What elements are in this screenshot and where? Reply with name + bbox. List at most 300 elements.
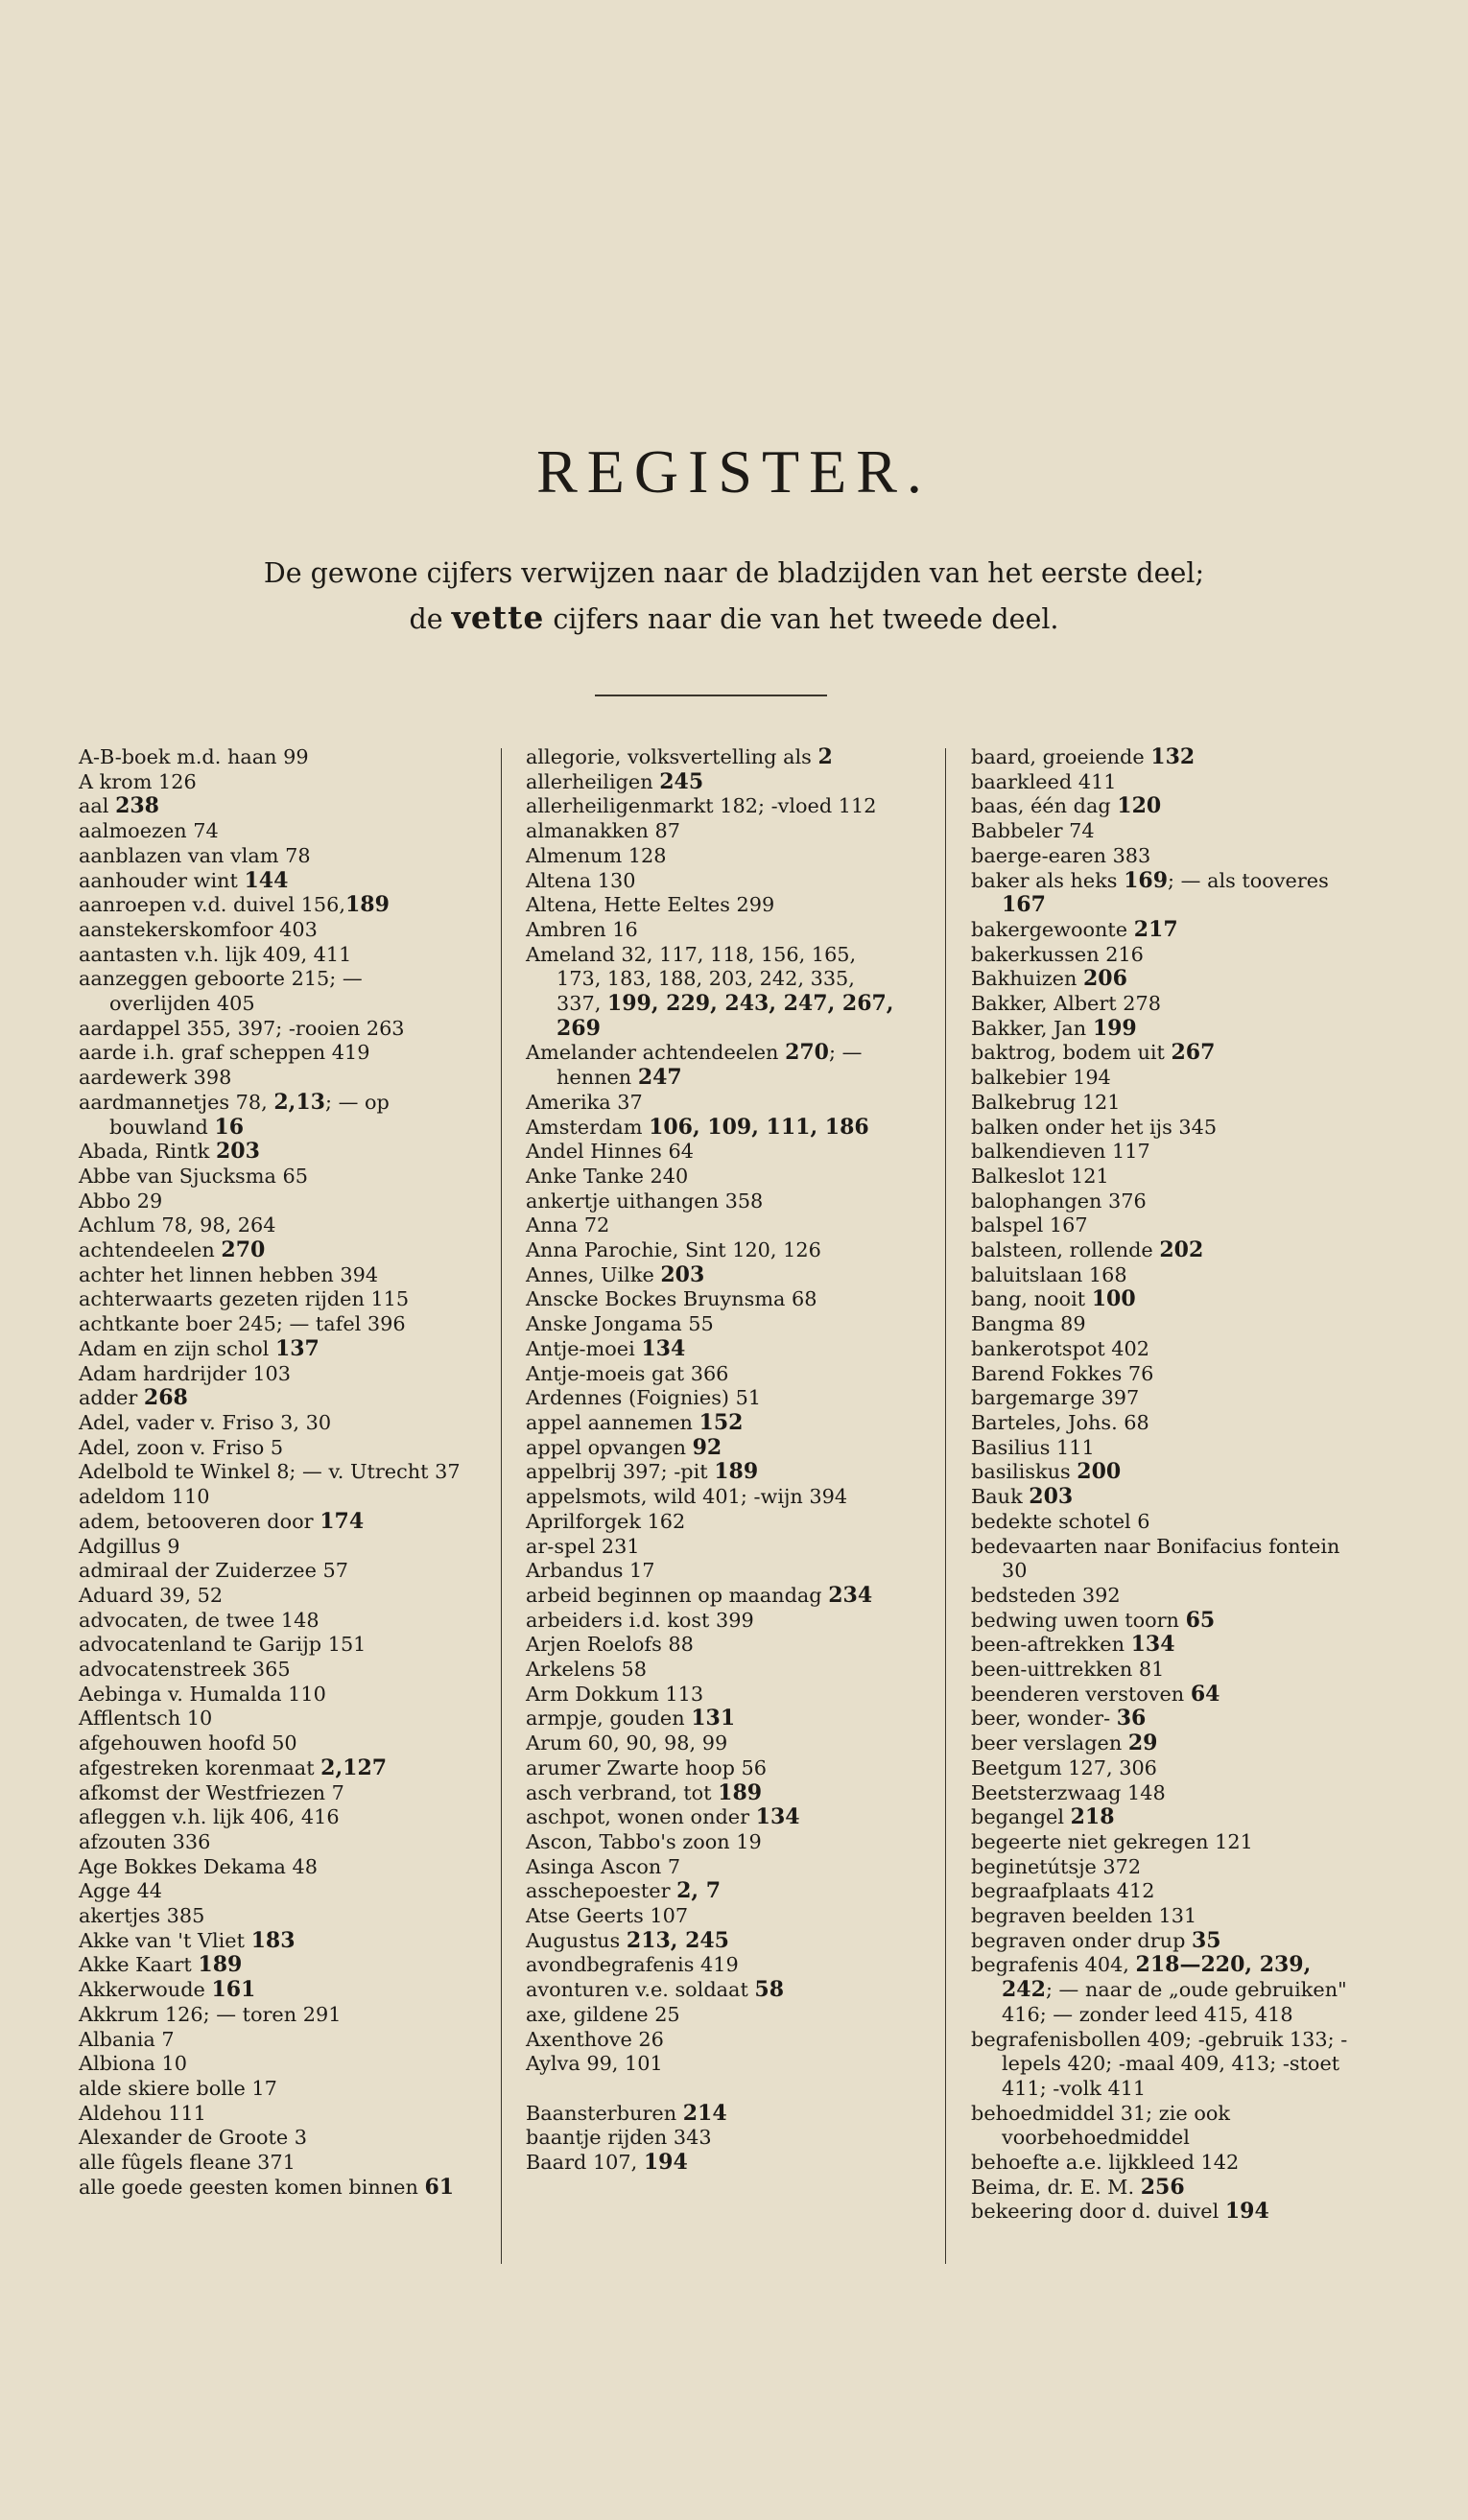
- register-entry: [79, 1805, 461, 1830]
- entry-text: Ameland 32, 117, 118, 156, 165, 173, 183, 188, 203, 242, 335, 337,: [526, 942, 857, 1016]
- entry-text: Almenum 128: [526, 843, 667, 867]
- register-entry: [79, 1017, 461, 1042]
- entry-text: alle fûgels fleane 371: [79, 2151, 296, 2175]
- entry-bold-page: 203: [215, 1139, 260, 1165]
- entry-text: baluitslaan 168: [971, 1262, 1127, 1286]
- register-entry: [526, 1953, 905, 1978]
- register-entry: [79, 2028, 461, 2053]
- register-entry: [79, 2052, 461, 2077]
- entry-text: Anke Tanke 240: [526, 1164, 689, 1188]
- register-entry: [971, 1731, 1355, 1756]
- entry-text-continued: ; — op bouwland: [109, 1090, 390, 1139]
- entry-text-continued: ; — hennen: [556, 1041, 863, 1090]
- register-entry: [526, 2003, 905, 2028]
- register-entry: [526, 2151, 905, 2176]
- entry-text: ankertje uithangen 358: [526, 1189, 764, 1213]
- entry-text: alle goede geesten komen binnen: [79, 2175, 425, 2199]
- register-entry: [79, 1559, 461, 1584]
- entry-text: Antje-moeis gat 366: [526, 1361, 729, 1385]
- entry-bold-page: 132: [1150, 744, 1196, 769]
- entry-text: balsteen, rollende: [971, 1238, 1160, 1262]
- entry-text: afzouten 336: [79, 1829, 211, 1853]
- entry-bold-page: 137: [274, 1335, 320, 1361]
- entry-text: baker als heks: [971, 868, 1125, 892]
- register-entry: [971, 1116, 1355, 1141]
- register-entry: [971, 1238, 1355, 1263]
- entry-bold-page: 58: [754, 1977, 785, 2003]
- register-entry: [79, 819, 461, 844]
- register-entry: [971, 1165, 1355, 1189]
- register-entry: [971, 1929, 1355, 1954]
- entry-bold-page: 65: [1185, 1607, 1216, 1633]
- entry-text: Agge 44: [79, 1879, 163, 1903]
- entry-bold-page: 64: [1190, 1681, 1220, 1707]
- entry-text: bankerotspot 402: [971, 1336, 1150, 1360]
- register-entry: [526, 1436, 905, 1461]
- entry-text: Bangma 89: [971, 1312, 1086, 1336]
- register-entry: [526, 1535, 905, 1560]
- register-entry: [971, 1855, 1355, 1880]
- register-entry: [79, 1091, 461, 1140]
- register-entry: [79, 1411, 461, 1436]
- entry-text: aarde i.h. graf scheppen 419: [79, 1041, 370, 1065]
- register-entry: [971, 1953, 1355, 2027]
- register-entry: [79, 1436, 461, 1461]
- entry-text: Adel, vader v. Friso 3, 30: [79, 1410, 332, 1434]
- entry-text: begrafenisbollen 409; -gebruik 133; -lepels 420; -maal 409, 413; -stoet 411; -volk 411: [971, 2027, 1348, 2100]
- register-entry: [79, 2003, 461, 2028]
- entry-text: axe, gildene 25: [526, 2002, 680, 2026]
- entry-text: Abada, Rintk: [79, 1140, 216, 1164]
- entry-bold-page: 270: [221, 1237, 266, 1263]
- register-entry: [526, 1213, 905, 1238]
- entry-text: Annes, Uilke: [526, 1262, 661, 1286]
- entry-text: Albiona 10: [79, 2052, 188, 2076]
- register-entry: [79, 1386, 461, 1411]
- column-divider: [945, 748, 946, 2264]
- entry-text: avonturen v.e. soldaat: [526, 1978, 755, 2002]
- entry-text: Arkelens 58: [526, 1658, 647, 1682]
- register-entry: [526, 1683, 905, 1707]
- entry-text: balophangen 376: [971, 1189, 1147, 1213]
- register-entry: [971, 1411, 1355, 1436]
- entry-bold-page: 200: [1077, 1459, 1122, 1485]
- entry-text: aschpot, wonen onder: [526, 1805, 756, 1829]
- register-entry: [526, 1263, 905, 1288]
- entry-text: arbeiders i.d. kost 399: [526, 1608, 754, 1632]
- entry-text: balkendieven 117: [971, 1140, 1150, 1164]
- entry-text: aal: [79, 794, 116, 818]
- register-entry: [526, 2102, 905, 2127]
- entry-text: Balkebrug 121: [971, 1090, 1121, 1114]
- register-entry: [526, 1460, 905, 1485]
- register-entry: [971, 2176, 1355, 2201]
- entry-text: Akke Kaart: [79, 1953, 199, 1977]
- entry-bold-page: 189: [345, 892, 390, 918]
- register-entry: [79, 1510, 461, 1535]
- register-entry: [79, 2077, 461, 2102]
- entry-text: achterwaarts gezeten rijden 115: [79, 1287, 410, 1311]
- register-entry: [79, 1287, 461, 1312]
- entry-text: alde skiere bolle 17: [79, 2076, 277, 2100]
- register-entry: [971, 1091, 1355, 1116]
- entry-bold-page: 36: [1116, 1706, 1147, 1731]
- subtitle-line-1: De gewone cijfers verwijzen naar de bladzijden van het eerste deel;: [263, 557, 1205, 589]
- entry-bold-page: 238: [115, 793, 159, 819]
- entry-bold-page: 29: [1127, 1731, 1158, 1756]
- entry-text: advocaten, de twee 148: [79, 1608, 320, 1632]
- register-entry: [526, 1165, 905, 1189]
- subtitle-line-2: [0, 596, 1468, 642]
- entry-text: begraven onder drup: [971, 1928, 1192, 1952]
- entry-text: Ardennes (Foignies) 51: [526, 1386, 762, 1410]
- register-entry: [526, 1362, 905, 1387]
- register-entry: [79, 1731, 461, 1756]
- entry-text: Aldehou 111: [79, 2101, 206, 2125]
- register-entry: [971, 1312, 1355, 1337]
- entry-text: beginetútsje 372: [971, 1854, 1142, 1878]
- entry-text: adder: [79, 1386, 144, 1410]
- entry-bold-page: 189: [718, 1779, 763, 1805]
- entry-bold-page: 199, 229, 243, 247, 267, 269: [556, 991, 894, 1041]
- entry-text: Adel, zoon v. Friso 5: [79, 1435, 284, 1459]
- register-entry: [526, 1411, 905, 1436]
- entry-bold-page: 167: [1002, 892, 1046, 918]
- entry-bold-page: 183: [250, 1927, 296, 1953]
- register-entry: [526, 1756, 905, 1781]
- register-entry: [526, 1805, 905, 1830]
- entry-text: arumer Zwarte hoop 56: [526, 1755, 768, 1779]
- entry-text: asschepoester: [526, 1879, 677, 1903]
- entry-bold-page: 161: [211, 1977, 256, 2003]
- entry-bold-page: 134: [1130, 1632, 1175, 1658]
- entry-text: been-aftrekken: [971, 1633, 1131, 1657]
- entry-bold-page: 218: [1070, 1804, 1115, 1830]
- register-entry: [79, 1781, 461, 1806]
- entry-bold-page: 234: [828, 1582, 873, 1608]
- entry-text: allerheiligen: [526, 769, 660, 793]
- entry-bold-page: 206: [1083, 966, 1127, 992]
- entry-text: Antje-moei: [526, 1336, 642, 1360]
- entry-bold-page: 267: [1171, 1040, 1216, 1066]
- entry-text: begangel: [971, 1805, 1071, 1829]
- entry-text: Aduard 39, 52: [79, 1583, 224, 1607]
- entry-text: Anscke Bockes Bruynsma 68: [526, 1287, 817, 1311]
- entry-text-continued: ; — als tooveres: [1168, 868, 1329, 892]
- entry-text: Bakker, Jan: [971, 1016, 1093, 1040]
- entry-text: Afflentsch 10: [79, 1707, 213, 1731]
- register-entry: [971, 844, 1355, 869]
- register-entry: [526, 1584, 905, 1609]
- entry-text: achtkante boer 245; — tafel 396: [79, 1312, 406, 1336]
- entry-bold-page: 134: [641, 1335, 686, 1361]
- register-entry: [79, 893, 461, 918]
- entry-text: Amelander achtendeelen: [526, 1041, 786, 1065]
- entry-text: Alexander de Groote 3: [79, 2126, 308, 2150]
- register-entry: [971, 1781, 1355, 1806]
- register-entry: [971, 1633, 1355, 1658]
- entry-bold-page: 120: [1117, 793, 1162, 819]
- entry-bold-page: 189: [198, 1952, 243, 1978]
- register-entry: [526, 2028, 905, 2053]
- entry-text: Adam en zijn schol: [79, 1336, 275, 1360]
- register-entry: [971, 1066, 1355, 1091]
- register-entry: [971, 1805, 1355, 1830]
- entry-text: balspel 167: [971, 1213, 1088, 1237]
- register-entry: [526, 2052, 905, 2077]
- entry-text: been-uittrekken 81: [971, 1658, 1165, 1682]
- register-entry: [526, 1904, 905, 1929]
- entry-text: appelbrij 397; -pit: [526, 1460, 715, 1484]
- entry-bold-page: 218—220, 239, 242: [1002, 1952, 1312, 2003]
- entry-text: A-B-boek m.d. haan 99: [79, 745, 309, 768]
- entry-text: admiraal der Zuiderzee 57: [79, 1559, 348, 1583]
- register-entry: [526, 1559, 905, 1584]
- entry-text: beer verslagen: [971, 1731, 1128, 1755]
- register-entry: [79, 1683, 461, 1707]
- register-entry: [971, 1436, 1355, 1461]
- entry-text: bang, nooit: [971, 1287, 1092, 1311]
- entry-text: Albania 7: [79, 2027, 175, 2051]
- entry-text: Balkeslot 121: [971, 1164, 1109, 1188]
- register-entry: [526, 745, 905, 770]
- entry-text: advocatenland te Garijp 151: [79, 1633, 367, 1657]
- entry-text: Anske Jongama 55: [526, 1312, 714, 1336]
- entry-text: Beima, dr. E. M.: [971, 2175, 1141, 2199]
- entry-text: aardmannetjes 78,: [79, 1090, 274, 1114]
- entry-bold-page: 247: [637, 1065, 682, 1091]
- entry-text: Axenthove 26: [526, 2027, 664, 2051]
- entry-text: Amsterdam: [526, 1115, 650, 1139]
- entry-text: Asinga Ascon 7: [526, 1854, 681, 1878]
- entry-text: beenderen verstoven: [971, 1682, 1191, 1706]
- entry-bold-page: 199: [1092, 1015, 1137, 1041]
- entry-bold-page: 194: [1224, 2199, 1269, 2225]
- register-entry: [79, 1041, 461, 1066]
- entry-text: balkebier 194: [971, 1066, 1111, 1090]
- entry-bold-page: 203: [660, 1261, 705, 1287]
- entry-text: almanakken 87: [526, 819, 680, 843]
- entry-text: Abbe van Sjucksma 65: [79, 1164, 308, 1188]
- entry-spacer: [526, 2077, 905, 2102]
- entry-text: Aebinga v. Humalda 110: [79, 1682, 326, 1706]
- entry-bold-page: 202: [1159, 1237, 1204, 1263]
- entry-text: achter het linnen hebben 394: [79, 1262, 379, 1286]
- entry-text: bakerkussen 216: [971, 942, 1144, 966]
- register-entry: [79, 1140, 461, 1165]
- entry-text: baas, één dag: [971, 794, 1118, 818]
- register-entry: [79, 1066, 461, 1091]
- register-entry: [971, 1337, 1355, 1362]
- entry-text: Baansterburen: [526, 2101, 683, 2125]
- entry-bold-page: 61: [424, 2174, 455, 2200]
- register-entry: [79, 1238, 461, 1263]
- entry-text: Beetgum 127, 306: [971, 1755, 1157, 1779]
- entry-text: Arum 60, 90, 98, 99: [526, 1731, 728, 1755]
- entry-text: Adgillus 9: [79, 1534, 180, 1558]
- entry-text: achtendeelen: [79, 1238, 222, 1262]
- entry-text: Anna 72: [526, 1213, 610, 1237]
- entry-text: afleggen v.h. lijk 406, 416: [79, 1805, 340, 1829]
- entry-text: ar-spel 231: [526, 1534, 640, 1558]
- register-entry: [79, 1362, 461, 1387]
- entry-text: bedevaarten naar Bonifacius fontein 30: [971, 1534, 1340, 1583]
- entry-text: Adelbold te Winkel 8; — v. Utrecht 37: [79, 1460, 461, 1484]
- register-entry: [526, 2126, 905, 2151]
- register-entry: [79, 1312, 461, 1337]
- entry-bold-page: 256: [1140, 2174, 1185, 2200]
- register-entry: [79, 844, 461, 869]
- register-entry: [526, 844, 905, 869]
- entry-text: Abbo 29: [79, 1189, 163, 1213]
- entry-text: Akkrum 126; — toren 291: [79, 2002, 342, 2026]
- entry-text: basiliskus: [971, 1460, 1077, 1484]
- entry-text: Bauk: [971, 1485, 1030, 1509]
- register-entry: [526, 770, 905, 795]
- register-entry: [79, 1879, 461, 1904]
- entry-text: asch verbrand, tot: [526, 1780, 719, 1804]
- entry-text: adeldom 110: [79, 1485, 210, 1509]
- register-entry: [526, 1312, 905, 1337]
- entry-text: bedsteden 392: [971, 1583, 1121, 1607]
- register-entry: [79, 770, 461, 795]
- entry-text: Anna Parochie, Sint 120, 126: [526, 1238, 821, 1262]
- register-entry: [79, 1756, 461, 1781]
- entry-text: Akkerwoude: [79, 1978, 212, 2002]
- subtitle-post: cijfers naar die van het tweede deel.: [553, 603, 1059, 635]
- register-entry: [971, 1879, 1355, 1904]
- entry-text-continued: ; — naar de „oude gebruiken" 416; — zonder leed 415, 418: [1002, 1978, 1347, 2026]
- register-entry: [971, 2151, 1355, 2176]
- register-entry: [79, 1707, 461, 1731]
- entry-text: bekeering door d. duivel: [971, 2200, 1225, 2224]
- entry-text: Beetsterzwaag 148: [971, 1780, 1166, 1804]
- register-entry: [971, 1510, 1355, 1535]
- register-column-3: [971, 745, 1355, 2225]
- entry-text: Arm Dokkum 113: [526, 1682, 704, 1706]
- register-entry: [971, 1485, 1355, 1510]
- entry-text: baantje rijden 343: [526, 2126, 712, 2150]
- register-entry: [971, 745, 1355, 770]
- entry-text: baerge-earen 383: [971, 843, 1151, 867]
- register-entry: [526, 1978, 905, 2003]
- register-entry: [971, 943, 1355, 968]
- register-entry: [971, 1140, 1355, 1165]
- register-entry: [971, 2028, 1355, 2102]
- entry-text: appel opvangen: [526, 1435, 693, 1459]
- register-entry: [79, 1830, 461, 1855]
- register-entry: [526, 1707, 905, 1731]
- register-entry: [526, 1658, 905, 1683]
- entry-text: baard, groeiende: [971, 745, 1151, 768]
- register-entry: [79, 1929, 461, 1954]
- subtitle-bold-word: vette: [451, 599, 545, 636]
- register-entry: [526, 1386, 905, 1411]
- entry-text: afgestreken korenmaat: [79, 1755, 321, 1779]
- entry-text: Augustus: [526, 1928, 627, 1952]
- entry-bold-page: 189: [714, 1459, 759, 1485]
- entry-bold-page: 152: [698, 1409, 744, 1435]
- subtitle-pre: de: [409, 603, 443, 635]
- entry-text: begraafplaats 412: [971, 1879, 1155, 1903]
- entry-text: Aprilforgek 162: [526, 1509, 686, 1533]
- register-entry: [79, 1460, 461, 1485]
- entry-text: behoefte a.e. lijkkleed 142: [971, 2151, 1240, 2175]
- entry-bold-page: 203: [1029, 1484, 1074, 1510]
- entry-bold-page: 100: [1091, 1286, 1136, 1312]
- register-entry: [79, 745, 461, 770]
- entry-text: aanhouder wint: [79, 868, 245, 892]
- entry-text: Altena 130: [526, 868, 636, 892]
- entry-text: aanzeggen geboorte 215; — overlijden 405: [79, 967, 363, 1016]
- entry-text: afkomst der Westfriezen 7: [79, 1780, 344, 1804]
- entry-text: aanstekerskomfoor 403: [79, 917, 318, 941]
- register-entry: [526, 1781, 905, 1806]
- register-entry: [526, 1510, 905, 1535]
- entry-bold-page: 245: [659, 768, 704, 794]
- register-entry: [79, 2126, 461, 2151]
- register-entry: [79, 869, 461, 894]
- register-entry: [526, 1238, 905, 1263]
- entry-bold-page: 213, 245: [626, 1927, 729, 1953]
- register-entry: [79, 967, 461, 1016]
- page-title: REGISTER.: [536, 437, 932, 506]
- register-entry: [971, 869, 1355, 918]
- entry-text: Andel Hinnes 64: [526, 1140, 694, 1164]
- entry-bold-page: 106, 109, 111, 186: [649, 1114, 869, 1140]
- entry-text: aanroepen v.d. duivel 156,: [79, 893, 345, 917]
- register-entry: [526, 1485, 905, 1510]
- register-entry: [971, 1041, 1355, 1066]
- register-entry: [971, 1386, 1355, 1411]
- register-entry: [79, 1609, 461, 1634]
- register-entry: [971, 770, 1355, 795]
- register-entry: [526, 1116, 905, 1141]
- entry-text: Age Bokkes Dekama 48: [79, 1854, 319, 1878]
- register-entry: [79, 2102, 461, 2127]
- register-entry: [526, 1337, 905, 1362]
- entry-text: Atse Geerts 107: [526, 1904, 689, 1928]
- register-entry: [526, 1140, 905, 1165]
- entry-text: afgehouwen hoofd 50: [79, 1731, 297, 1755]
- entry-text: advocatenstreek 365: [79, 1658, 291, 1682]
- register-entry: [79, 1165, 461, 1189]
- entry-bold-page: 174: [320, 1508, 365, 1534]
- register-entry: [79, 1633, 461, 1658]
- register-entry: [971, 967, 1355, 992]
- entry-text: bargemarge 397: [971, 1386, 1140, 1410]
- register-entry: [79, 943, 461, 968]
- entry-text: begrafenis 404,: [971, 1953, 1136, 1977]
- entry-text: avondbegrafenis 419: [526, 1953, 739, 1977]
- entry-text: begeerte niet gekregen 121: [971, 1829, 1253, 1853]
- entry-bold-page: 194: [643, 2150, 688, 2176]
- entry-text: Arjen Roelofs 88: [526, 1633, 694, 1657]
- register-entry: [526, 869, 905, 894]
- register-entry: [971, 1189, 1355, 1214]
- entry-text: beer, wonder-: [971, 1707, 1117, 1731]
- register-entry: [971, 1707, 1355, 1731]
- register-entry: [526, 1879, 905, 1904]
- entry-bold-page: 2, 7: [676, 1878, 722, 1904]
- register-entry: [79, 1855, 461, 1880]
- entry-text: Akke van 't Vliet: [79, 1928, 251, 1952]
- entry-text: adem, betooveren door: [79, 1509, 320, 1533]
- register-entry: [526, 1091, 905, 1116]
- entry-text: Baard 107,: [526, 2151, 644, 2175]
- register-entry: [971, 2200, 1355, 2225]
- entry-bold-page: 35: [1192, 1927, 1221, 1953]
